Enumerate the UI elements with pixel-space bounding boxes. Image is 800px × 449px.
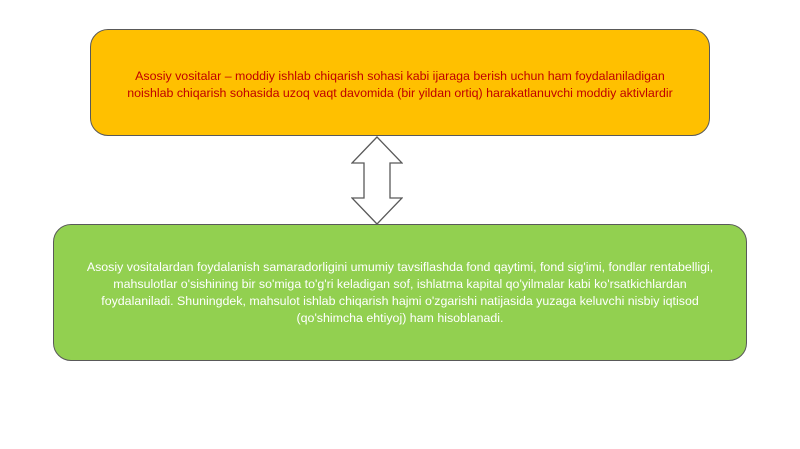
efficiency-box [53, 224, 747, 361]
definition-box [90, 29, 710, 136]
double-arrow-connector [351, 136, 403, 225]
up-down-arrow-icon [352, 137, 402, 224]
efficiency-text: Asosiy vositalardan foydalanish samaradorligini umumiy tavsiflashda fond qaytimi, fond sig'imi, fondlar rentabelligi, mahsulotlar o'sishining bir so'miga to'g'ri keladigan sof, ishlatma kapital qo'yilmalar kabi ko'rsatkichlardan foydalaniladi. Shuningdek, mahsulot ishlab chiqarish hajmi o'zgarishi natijasida yuzaga keluvchi nisbiy iqtisod (qo'shimcha ehtiyoj) ham hisoblanadi. [86, 259, 714, 325]
definition-text: Asosiy vositalar – moddiy ishlab chiqarish sohasi kabi ijaraga berish uchun ham foydalaniladigan noishlab chiqarish sohasida uzoq vaqt davomida (bir yildan ortiq) harakatlanuvchi moddiy aktivlardir [127, 68, 673, 100]
